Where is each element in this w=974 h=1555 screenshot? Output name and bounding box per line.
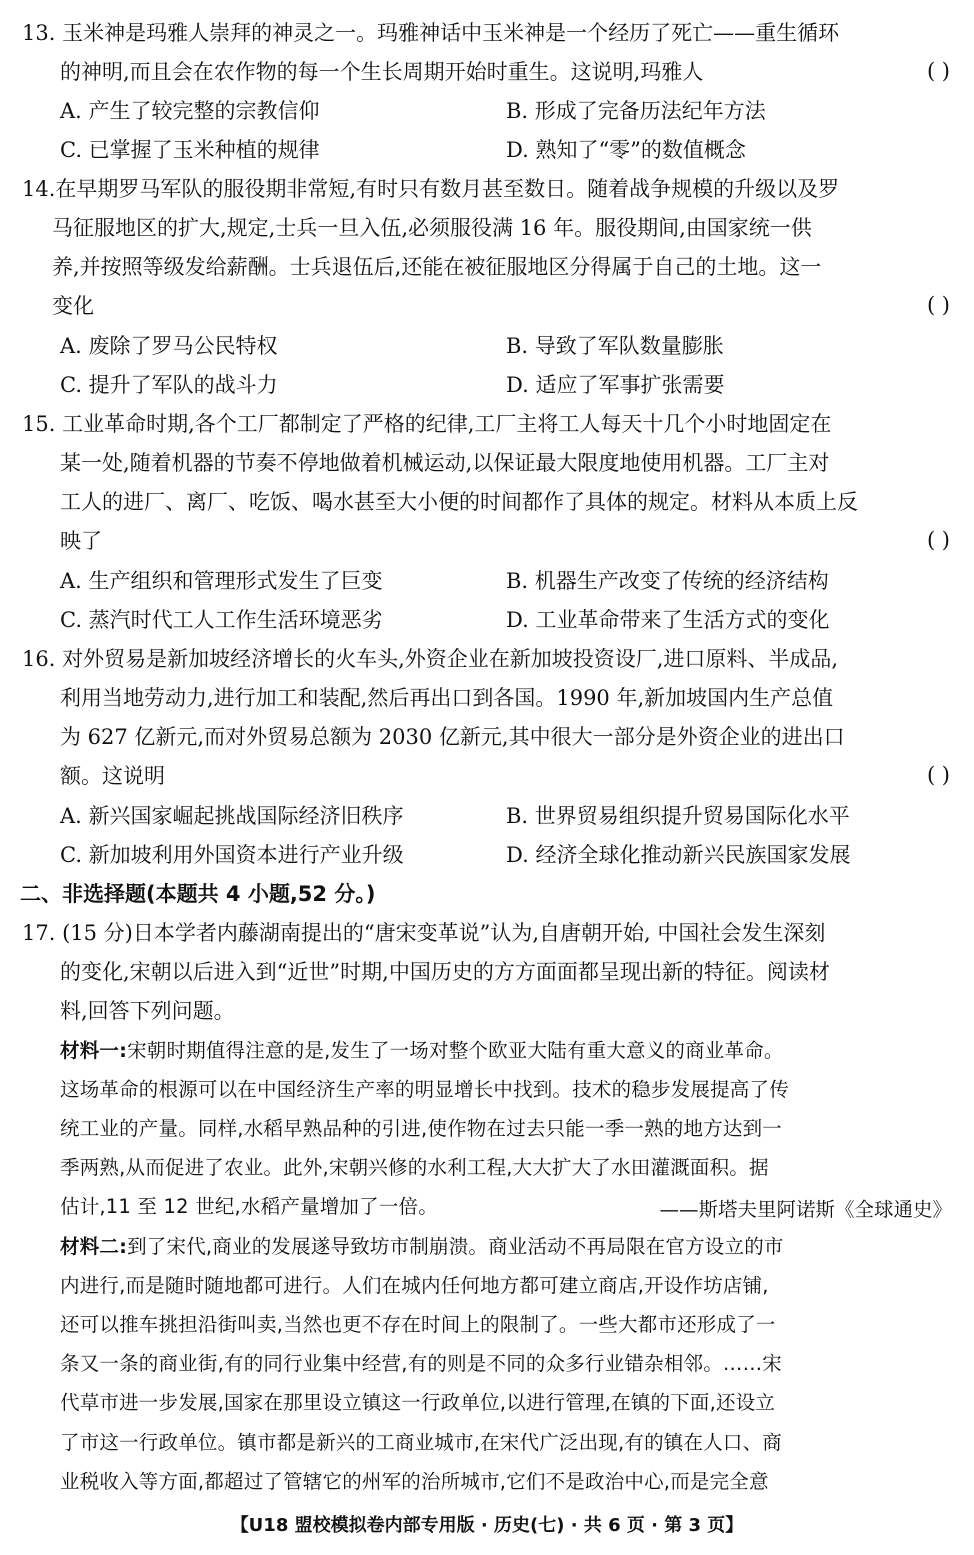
material-2-line-7: 业税收入等方面,都超过了管辖它的州军的治所城市,它们不是政治中心,而是完全意 [60,1470,769,1493]
section-heading: 二、非选择题(本题共 4 小题,52 分。) [20,882,376,906]
material-2-line-2: 内进行,而是随时随地都可进行。人们在城内任何地方都可建立商店,开设作坊店铺, [60,1274,769,1297]
material-1-line-4: 季两熟,从而促进了农业。此外,宋朝兴修的水利工程,大大扩大了水田灌溉面积。据 [60,1156,769,1179]
page-footer: 【U18 盟校模拟卷内部专用版 · 历史(七) · 共 6 页 · 第 3 页】 [230,1515,744,1536]
q14-answer-paren: ( ) [926,293,950,317]
material-2-text-1: 到了宋代,商业的发展遂导致坊市制崩溃。商业活动不再局限在官方设立的市 [127,1235,784,1258]
material-2-line-4: 条又一条的商业街,有的同行业集中经营,有的则是不同的众多行业错杂相邻。……宋 [60,1352,782,1375]
q16-option-c: C. 新加坡利用外国资本进行产业升级 [60,843,404,867]
material-2-line-5: 代草市进一步发展,国家在那里设立镇这一行政单位,以进行管理,在镇的下面,还设立 [60,1391,776,1414]
q13-option-b: B. 形成了完备历法纪年方法 [506,99,766,123]
q16-option-a: A. 新兴国家崛起挑战国际经济旧秩序 [60,804,404,828]
q16-line-4: 额。这说明 [60,764,165,788]
q14-option-d: D. 适应了军事扩张需要 [506,373,725,397]
q15-option-d: D. 工业革命带来了生活方式的变化 [506,608,830,632]
q15-option-b: B. 机器生产改变了传统的经济结构 [506,569,829,593]
q14-option-a: A. 废除了罗马公民特权 [60,334,278,358]
material-2-line-6: 了市这一行政单位。镇市都是新兴的工商业城市,在宋代广泛出现,有的镇在人口、商 [60,1431,782,1454]
q15-line-4: 映了 [60,529,102,553]
q16-line-3: 为 627 亿新元,而对外贸易总额为 2030 亿新元,其中很大一部分是外资企业的进出口 [60,725,845,749]
q14-line-1: 14.在早期罗马军队的服役期非常短,有时只有数月甚至数日。随着战争规模的升级以及罗 [22,177,840,201]
material-1-label: 材料一: [60,1039,128,1062]
q15-option-a: A. 生产组织和管理形式发生了巨变 [60,569,383,593]
q16-option-d: D. 经济全球化推动新兴民族国家发展 [506,843,851,867]
q13-option-c: C. 已掌握了玉米种植的规律 [60,138,320,162]
material-1-line-1 [60,1038,784,1064]
q16-line-1: 16. 对外贸易是新加坡经济增长的火车头,外资企业在新加坡投资设厂,进口原料、半成品, [22,647,839,671]
q13-line-2: 的神明,而且会在农作物的每一个生长周期开始时重生。这说明,玛雅人 [60,60,704,84]
q15-line-2: 某一处,随着机器的节奏不停地做着机械运动,以保证最大限度地使用机器。工厂主对 [60,451,830,475]
material-2-label: 材料二: [60,1235,128,1258]
q16-line-2: 利用当地劳动力,进行加工和装配,然后再出口到各国。1990 年,新加坡国内生产总值 [60,686,834,710]
material-1-text-1: 宋朝时期值得注意的是,发生了一场对整个欧亚大陆有重大意义的商业革命。 [127,1039,784,1062]
q13-option-d: D. 熟知了“零”的数值概念 [506,138,746,162]
material-1-line-2: 这场革命的根源可以在中国经济生产率的明显增长中找到。技术的稳步发展提高了传 [60,1078,789,1101]
q14-line-2: 马征服地区的扩大,规定,士兵一旦入伍,必须服役满 16 年。服役期间,由国家统一供 [52,216,812,240]
q15-option-c: C. 蒸汽时代工人工作生活环境恶劣 [60,608,383,632]
q16-option-b: B. 世界贸易组织提升贸易国际化水平 [506,804,850,828]
q15-line-1: 15. 工业革命时期,各个工厂都制定了严格的纪律,工厂主将工人每天十几个小时地固定在 [22,412,832,436]
q14-option-c: C. 提升了军队的战斗力 [60,373,278,397]
material-2-line-3: 还可以推车挑担沿街叫卖,当然也更不存在时间上的限制了。一些大都市还形成了一 [60,1313,776,1336]
q14-option-b: B. 导致了军队数量膨胀 [506,334,724,358]
q14-line-3: 养,并按照等级发给薪酬。士兵退伍后,还能在被征服地区分得属于自己的土地。这一 [52,255,822,279]
q17-line-3: 料,回答下列问题。 [60,999,235,1023]
q15-line-3: 工人的进厂、离厂、吃饭、喝水甚至大小便的时间都作了具体的规定。材料从本质上反 [60,490,858,514]
q13-line-1: 13. 玉米神是玛雅人崇拜的神灵之一。玛雅神话中玉米神是一个经历了死亡——重生循环 [22,21,840,45]
q13-option-a: A. 产生了较完整的宗教信仰 [60,99,320,123]
q17-line-2: 的变化,宋朝以后进入到“近世”时期,中国历史的方方面面都呈现出新的特征。阅读材 [60,960,830,984]
material-2-line-1 [60,1234,784,1260]
q14-line-4: 变化 [52,294,94,318]
q13-answer-paren: ( ) [926,59,950,83]
q16-answer-paren: ( ) [926,763,950,787]
material-1-line-3: 统工业的产量。同样,水稻早熟品种的引进,使作物在过去只能一季一熟的地方达到一 [60,1117,782,1140]
material-1-line-5: 估计,11 至 12 世纪,水稻产量增加了一倍。 [60,1195,438,1218]
q15-answer-paren: ( ) [926,528,950,552]
material-1-source: ——斯塔夫里阿诺斯《全球通史》 [659,1198,952,1221]
q17-line-1: 17. (15 分)日本学者内藤湖南提出的“唐宋变革说”认为,自唐朝开始, 中国社会发生深刻 [22,921,826,945]
